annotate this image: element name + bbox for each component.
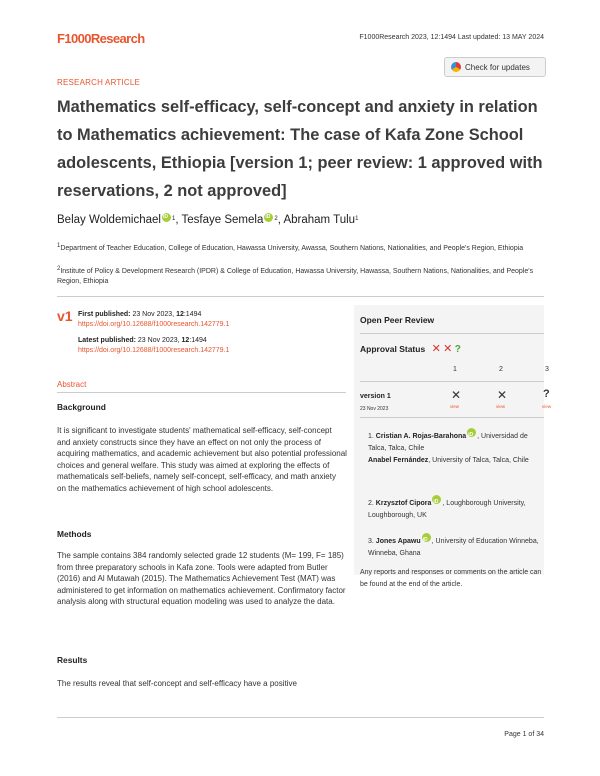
- latest-published-label: Latest published:: [78, 337, 136, 344]
- affil-text: Department of Teacher Education, College of Education, Hawassa University, Awassa, Southern Nations, Nationalities, and People's Region, Ethiopia: [60, 245, 524, 252]
- section-heading: Results: [57, 655, 88, 665]
- first-published-id: :1494: [183, 311, 202, 318]
- view-link[interactable]: view: [450, 404, 460, 409]
- divider: [57, 392, 346, 393]
- check-updates-button[interactable]: [444, 57, 546, 77]
- version-date: 23 Nov 2023: [360, 406, 389, 412]
- not-approved-icon: ✕: [443, 343, 453, 355]
- reviewer-item: [368, 495, 544, 522]
- affiliation: [57, 241, 547, 254]
- abstract-methods: The sample contains 384 randomly selected grade 12 students (M= 199, F= 185) from three preparatory schools in Kafa zone. Tools were adapted from Butler (2016) and Al Mutawah (2015). The Mathematics Achievement Test (MAT) was administered to get information on mathematics achievement. Confirmatory factor analysis along with structural equation modeling was used to analyze the data.: [57, 551, 346, 607]
- reviewer-name[interactable]: Jones Apawu: [375, 538, 421, 545]
- peer-review-panel: [354, 305, 552, 588]
- reviewer-affil: , University of Education Winneba, Winneba, Ghana: [368, 538, 539, 557]
- reviewer-num: 3.: [368, 538, 374, 545]
- reviewer-name[interactable]: Cristian A. Rojas-Barahona: [375, 433, 467, 440]
- doi-link[interactable]: https://doi.org/10.12688/f1000research.142779.1: [78, 321, 230, 328]
- reviewer-affil: , Loughborough University, Loughborough, UK: [368, 500, 526, 519]
- author-name[interactable]: Belay Woldemichael: [57, 214, 161, 226]
- reviewer-col-header: 3: [545, 366, 549, 373]
- approval-status: [360, 342, 461, 355]
- article-type: RESEARCH ARTICLE: [57, 78, 141, 87]
- crossmark-icon: [451, 62, 461, 72]
- orcid-icon[interactable]: [467, 428, 476, 437]
- section-heading: Methods: [57, 529, 92, 539]
- article-title: Mathematics self-efficacy, self-concept and anxiety in relation to Mathematics achievement: The case of Kafa Zone School adolescents, Ethiopia [version 1; peer review: 1 approved with reservations, 2 not approved]: [57, 98, 543, 200]
- divider: [360, 381, 544, 382]
- latest-published: [78, 336, 229, 356]
- divider: [360, 333, 544, 334]
- affiliation: [57, 264, 547, 287]
- check-updates-label: Check for updates: [465, 62, 530, 72]
- affil-sup: 2: [57, 266, 61, 272]
- affil-sup: 1: [57, 243, 61, 249]
- orcid-icon[interactable]: [422, 533, 431, 542]
- reviewer-item: [368, 533, 544, 560]
- latest-published-value: 23 Nov 2023,: [137, 337, 180, 344]
- author-name[interactable]: Tesfaye Semela: [181, 214, 264, 226]
- first-published-vol: 12: [176, 311, 184, 318]
- reservations-icon[interactable]: ?: [543, 388, 550, 400]
- not-approved-icon[interactable]: ✕: [451, 388, 462, 402]
- header-meta: F1000Research 2023, 12:1494 Last updated: 13 MAY 2024: [359, 34, 544, 41]
- page-number: Page 1 of 34: [504, 731, 544, 738]
- abstract-background: It is significant to investigate students' mathematical self-efficacy, self-concept and anxiety constructs since they have an effect on not only the process of acquiring mathematics, and academic achievement but also potential professional choices and general welfare. This study was aimed at exploring the effects of mathematicals self-beliefs, namely self-concept, self-efficacy, and math anxiety on the mathematics achievement of high school adolescents.: [57, 426, 347, 493]
- abstract-heading: Abstract: [57, 380, 87, 389]
- reservations-icon: ?: [454, 344, 461, 355]
- reviewer-num: 1.: [368, 433, 374, 440]
- author-sup: 2: [274, 216, 278, 222]
- author-sup: 1: [171, 216, 176, 222]
- first-published-label: First published:: [78, 311, 131, 318]
- reviewer-col-header: 1: [453, 366, 457, 373]
- doi-link[interactable]: https://doi.org/10.12688/f1000research.142779.1: [78, 347, 230, 354]
- affil-text: Institute of Policy & Development Research (IPDR) & College of Education, Hawassa University, Hawassa, Southern Nations, Nationalities, and People's Region, Ethiopia: [57, 268, 534, 285]
- version-label: version 1: [360, 393, 391, 400]
- co-reviewer-affil: , University of Talca, Talca, Chile: [428, 457, 529, 464]
- author-name[interactable]: Abraham Tulu: [283, 214, 356, 226]
- orcid-icon[interactable]: [162, 213, 171, 222]
- view-link[interactable]: view: [496, 404, 506, 409]
- approval-label: Approval Status: [360, 344, 426, 354]
- journal-logo[interactable]: F1000Research: [57, 31, 145, 46]
- first-published: [78, 310, 229, 330]
- reviewer-col-header: 2: [499, 366, 503, 373]
- not-approved-icon: ✕: [431, 343, 441, 355]
- orcid-icon[interactable]: [264, 213, 273, 222]
- author-sup: 1: [355, 216, 359, 222]
- reviewer-num: 2.: [368, 500, 374, 507]
- view-link[interactable]: view: [542, 404, 552, 409]
- reviewer-affil: , Universidad de Talca, Talca, Chile: [368, 433, 528, 452]
- author-list: Belay WoldemichaeliD $^1$, Tesfaye SemelaiD $^2$, Abraham Tulu$^1$: [57, 213, 358, 226]
- version-badge: v1: [57, 308, 73, 324]
- divider: [57, 717, 544, 718]
- divider: [57, 296, 544, 297]
- divider: [360, 417, 544, 418]
- orcid-icon[interactable]: [432, 495, 441, 504]
- latest-published-vol: 12: [181, 337, 190, 344]
- first-published-value: 23 Nov 2023,: [132, 311, 175, 318]
- section-heading: Background: [57, 402, 106, 412]
- review-footnote: Any reports and responses or comments on the article can be found at the end of the article.: [360, 569, 542, 588]
- reviewer-name[interactable]: Krzysztof Cipora: [375, 500, 432, 507]
- peer-review-heading: Open Peer Review: [360, 315, 435, 325]
- co-reviewer-name[interactable]: Anabel Fernández: [368, 457, 429, 464]
- latest-published-id: :1494: [189, 337, 207, 344]
- reviewer-item: [368, 428, 544, 467]
- not-approved-icon[interactable]: ✕: [497, 388, 508, 402]
- abstract-results: The results reveal that self-concept and self-efficacy have a positive: [57, 679, 297, 688]
